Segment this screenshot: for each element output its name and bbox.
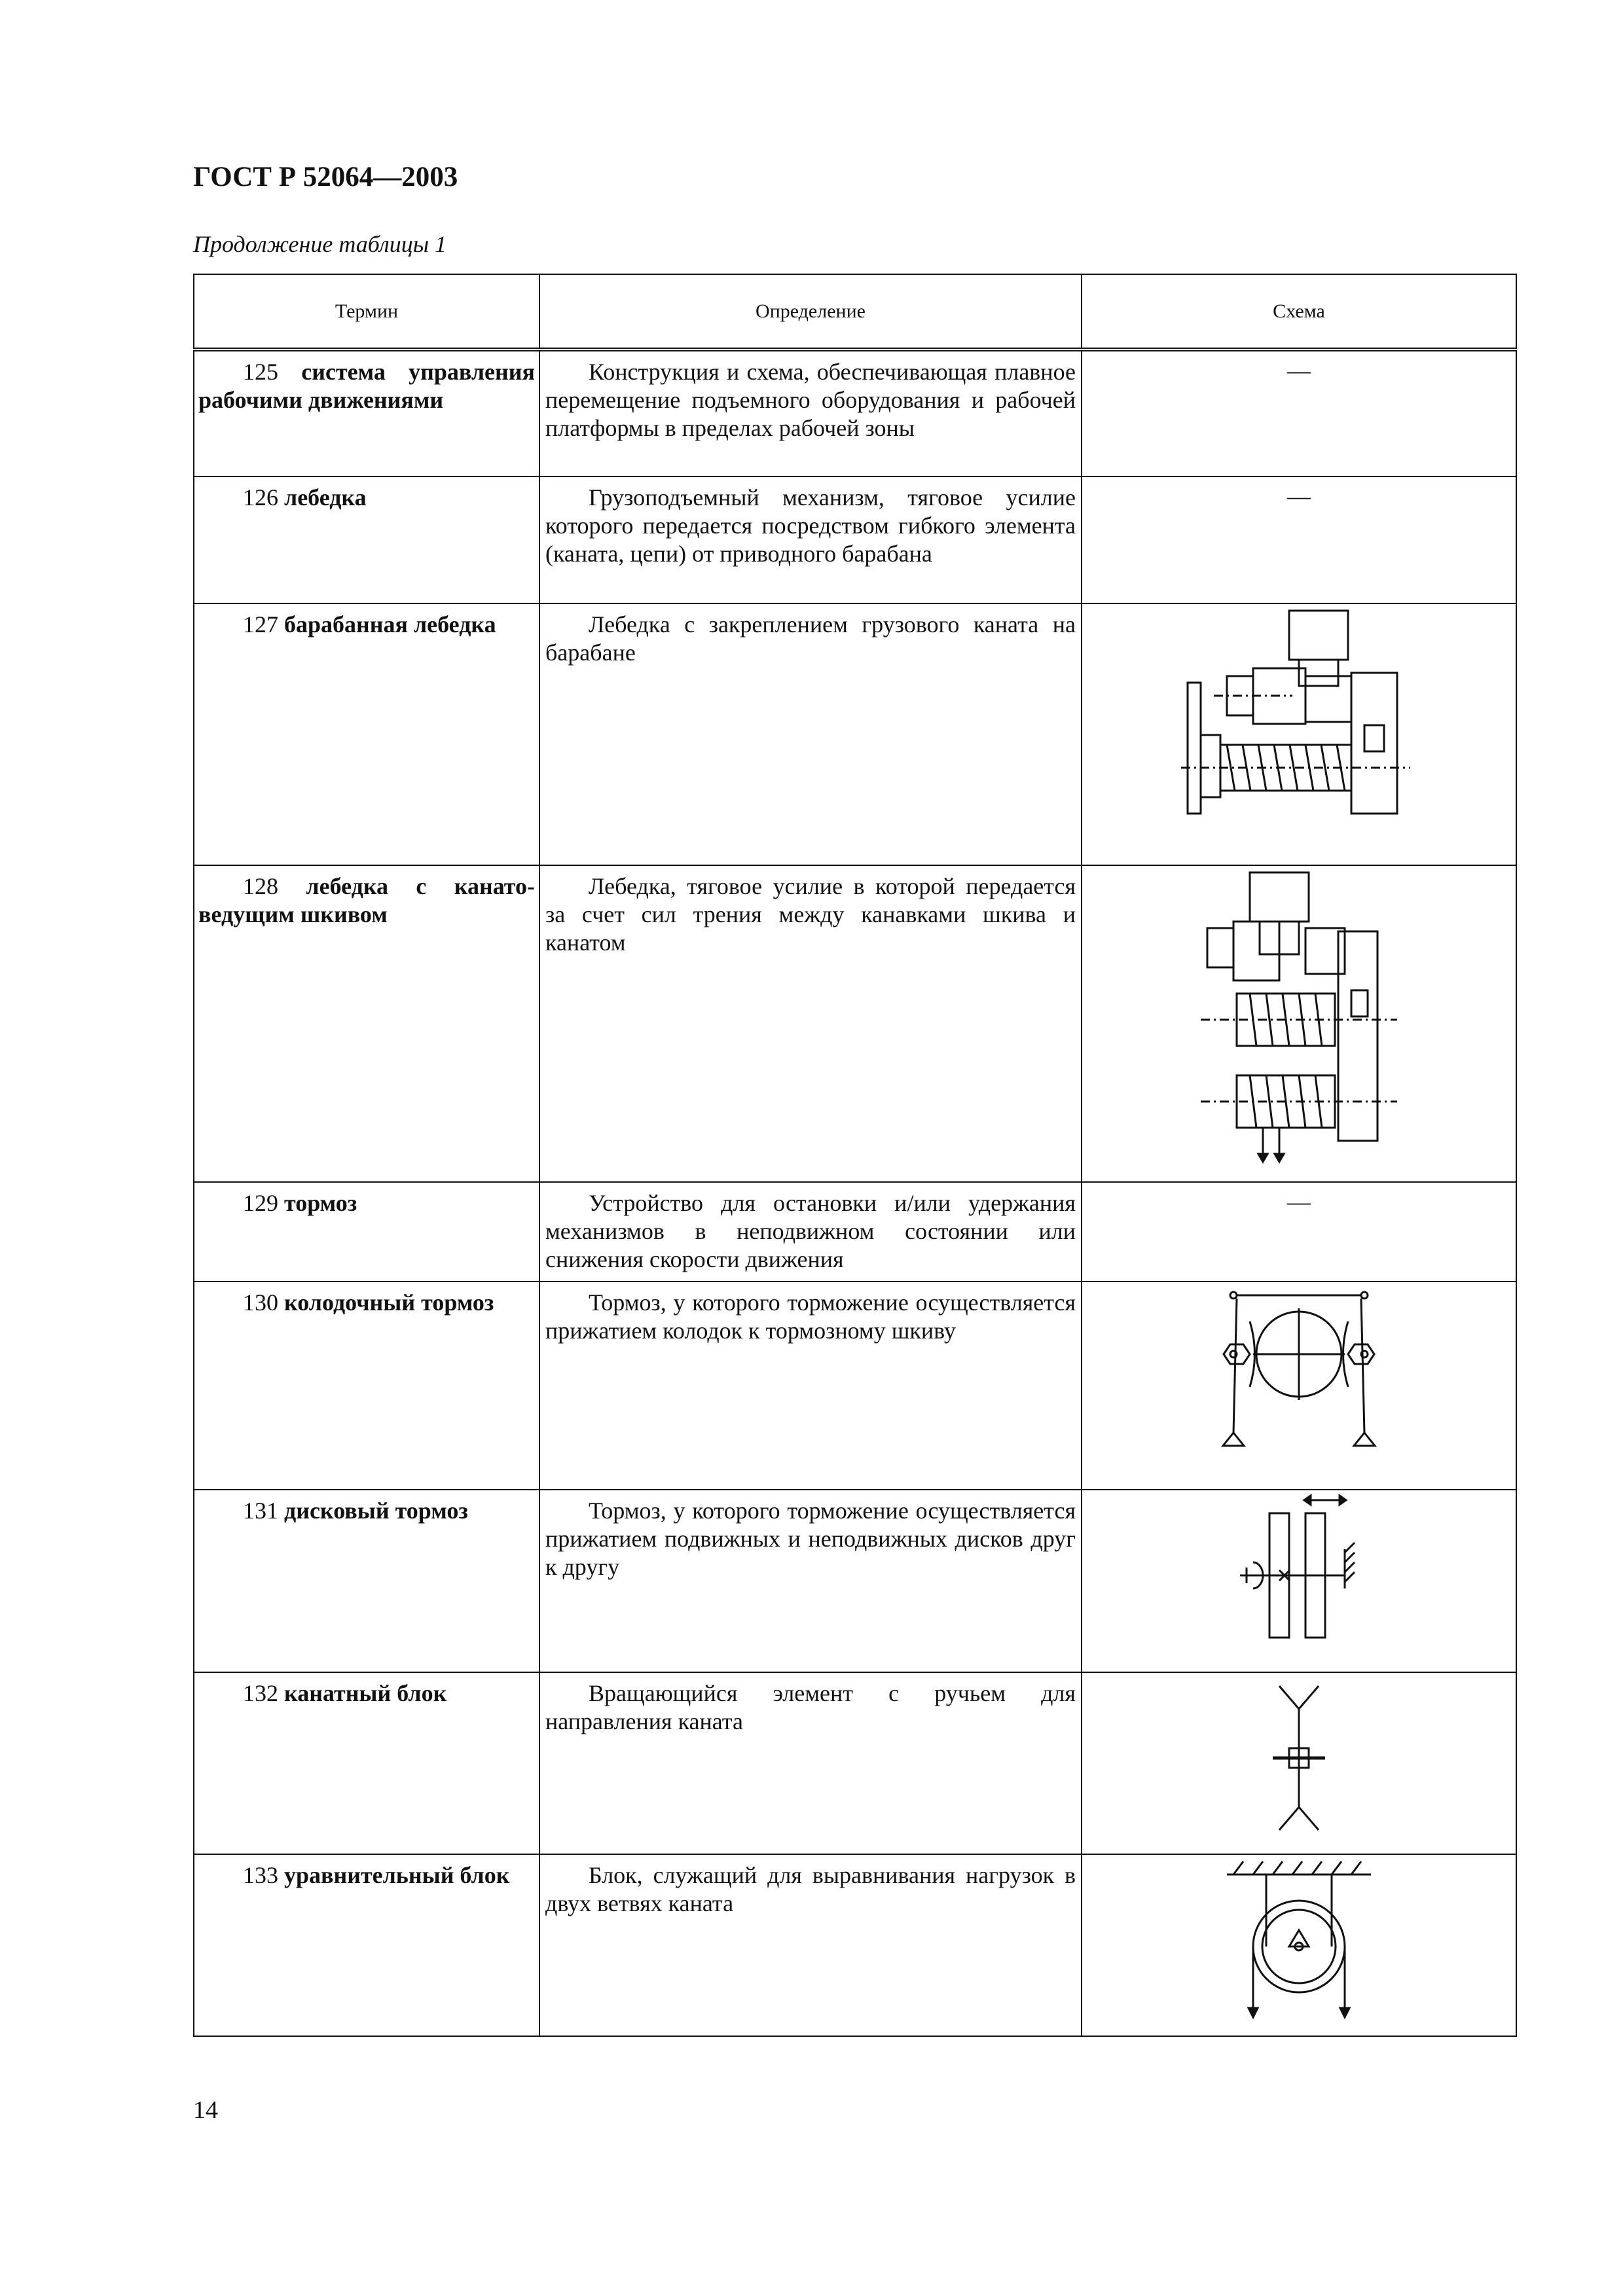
scheme-dash: —	[1287, 483, 1311, 509]
scheme-cell	[1082, 350, 1516, 476]
scheme-dash: —	[1287, 1189, 1311, 1215]
term-number: 125	[243, 359, 278, 385]
definition-cell: Лебедка, тяговое усилие в которой передается за счет сил трения между канавками шкива и канатом	[539, 865, 1082, 1182]
drum-winch-drawing	[1175, 604, 1423, 827]
term-text: лебедка с канато-ведущим шкивом	[198, 873, 536, 927]
table-header-row	[194, 274, 1516, 350]
term-text: канатный блок	[284, 1680, 447, 1706]
definition-cell: Вращающийся элемент с ручьем для направления каната	[539, 1672, 1082, 1854]
term-text: колодочный тормоз	[284, 1289, 494, 1316]
table-row	[194, 1854, 1516, 2036]
table-caption: Продолжение таблицы 1	[193, 231, 447, 257]
scheme-cell	[1082, 1854, 1516, 2036]
term-number: 131	[243, 1498, 278, 1524]
scheme-cell	[1082, 1490, 1516, 1672]
definition-cell: Устройство для остановки и/или удержания механизмов в неподвижном состоянии или снижения скорости движения	[539, 1182, 1082, 1282]
scheme-cell	[1082, 603, 1516, 865]
table-row	[194, 476, 1516, 603]
scheme-cell	[1082, 865, 1516, 1182]
traction-sheave-winch-drawing	[1188, 866, 1410, 1167]
table-row	[194, 1672, 1516, 1854]
term-cell	[194, 1854, 539, 2036]
term-number: 130	[243, 1289, 278, 1316]
term-number: 132	[243, 1680, 278, 1706]
table-row	[194, 1490, 1516, 1672]
term-number: 127	[243, 611, 278, 637]
header-term: Термин	[194, 274, 539, 350]
term-cell	[194, 865, 539, 1182]
definition-cell: Блок, служащий для выравнивания нагрузок в двух ветвях каната	[539, 1854, 1082, 2036]
scheme-cell	[1082, 476, 1516, 603]
scheme-cell	[1082, 1282, 1516, 1490]
equalizing-pulley-drawing	[1214, 1855, 1384, 2025]
header-scheme: Схема	[1082, 274, 1516, 350]
terms-table	[193, 274, 1517, 2037]
definition-cell: Тормоз, у которого торможение осуществляется прижатием колодок к тормозному шкиву	[539, 1282, 1082, 1490]
term-number: 128	[243, 873, 278, 899]
page-number: 14	[193, 2096, 218, 2124]
scheme-cell	[1082, 1672, 1516, 1854]
table-row	[194, 350, 1516, 476]
term-cell	[194, 1490, 539, 1672]
table-row	[194, 865, 1516, 1182]
shoe-brake-drawing	[1214, 1282, 1384, 1452]
term-text: система управления рабочими движениями	[198, 359, 535, 413]
rope-pulley-drawing	[1260, 1673, 1338, 1843]
term-text: дисковый тормоз	[284, 1498, 468, 1524]
disc-brake-drawing	[1227, 1490, 1371, 1654]
definition-cell: Лебедка с закреплением грузового каната на барабане	[539, 603, 1082, 865]
term-number: 129	[243, 1190, 278, 1216]
term-number: 126	[243, 484, 278, 511]
scheme-cell	[1082, 1182, 1516, 1282]
document-title: ГОСТ Р 52064—2003	[193, 162, 458, 192]
table-row	[194, 1282, 1516, 1490]
term-cell	[194, 1282, 539, 1490]
term-text: лебедка	[284, 484, 367, 511]
term-cell	[194, 603, 539, 865]
definition-cell: Грузоподъемный механизм, тяговое усилие которого передается посредством гибкого элемента (каната, цепи) от приводного барабана	[539, 476, 1082, 603]
table-row	[194, 603, 1516, 865]
definition-cell: Конструкция и схема, обеспечивающая плавное перемещение подъемного оборудования и рабочей платформы в пределах рабочей зоны	[539, 350, 1082, 476]
scheme-dash: —	[1287, 357, 1311, 384]
term-cell	[194, 1672, 539, 1854]
term-cell	[194, 350, 539, 476]
term-number: 133	[243, 1862, 278, 1888]
term-cell	[194, 476, 539, 603]
header-definition: Определение	[539, 274, 1082, 350]
term-cell	[194, 1182, 539, 1282]
term-text: тормоз	[284, 1190, 357, 1216]
term-text: барабанная лебедка	[284, 611, 496, 637]
table-row	[194, 1182, 1516, 1282]
definition-cell: Тормоз, у которого торможение осуществляется прижатием подвижных и неподвижных дисков друг к другу	[539, 1490, 1082, 1672]
term-text: уравнительный блок	[284, 1862, 510, 1888]
